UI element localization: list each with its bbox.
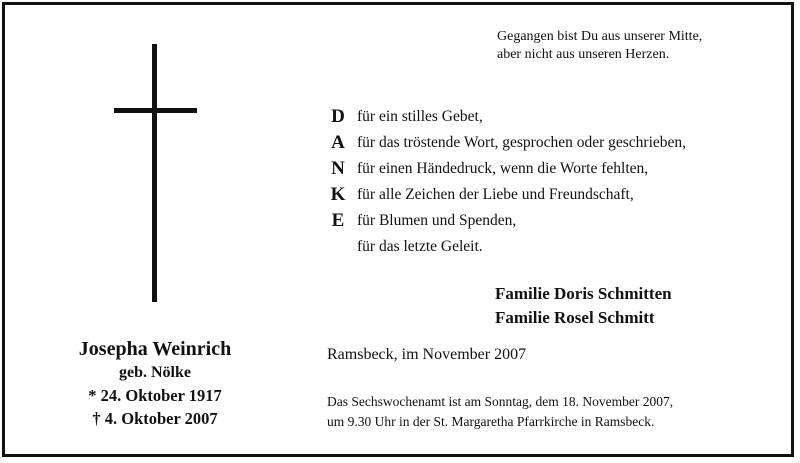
thanks-line: für das letzte Geleit. bbox=[357, 238, 483, 255]
cross-vertical-bar bbox=[152, 44, 157, 302]
maiden-name: geb. Nölke bbox=[119, 364, 191, 381]
motto-line: Gegangen bist Du aus unserer Mitte, bbox=[497, 29, 703, 44]
danke-letter: N bbox=[331, 158, 345, 179]
thanks-line: für das tröstende Wort, gesprochen oder geschrieben, bbox=[357, 134, 687, 151]
thanks-line: für ein stilles Gebet, bbox=[357, 108, 483, 125]
family-name: Familie Rosel Schmitt bbox=[495, 308, 655, 327]
danke-letter: A bbox=[331, 132, 345, 153]
family-name: Familie Doris Schmitten bbox=[495, 284, 672, 303]
service-line: um 9.30 Uhr in der St. Margaretha Pfarrkirche in Ramsbeck. bbox=[327, 414, 655, 429]
thanks-line: für alle Zeichen der Liebe und Freundschaft, bbox=[357, 186, 634, 203]
danke-letter: E bbox=[331, 210, 345, 231]
danke-letter: D bbox=[331, 106, 345, 127]
birth-date: * 24. Oktober 1917 bbox=[88, 386, 222, 405]
place-date: Ramsbeck, im November 2007 bbox=[327, 346, 527, 363]
thanks-line: für Blumen und Spenden, bbox=[357, 212, 517, 229]
danke-letter: K bbox=[330, 184, 346, 205]
cross-horizontal-bar bbox=[114, 108, 197, 113]
danke-acrostic bbox=[327, 104, 349, 234]
family-signature bbox=[495, 282, 672, 330]
service-line: Das Sechswochenamt ist am Sonntag, dem 18. November 2007, bbox=[327, 394, 674, 409]
deceased-info bbox=[40, 336, 270, 430]
thanks-line: für einen Händedruck, wenn die Worte fehlten, bbox=[357, 160, 649, 177]
motto-line: aber nicht aus unseren Herzen. bbox=[497, 47, 670, 62]
motto bbox=[497, 28, 702, 64]
deceased-name: Josepha Weinrich bbox=[78, 338, 232, 360]
death-date: † 4. Oktober 2007 bbox=[92, 409, 218, 428]
service-notice bbox=[327, 392, 673, 432]
thanks-list bbox=[357, 104, 686, 260]
